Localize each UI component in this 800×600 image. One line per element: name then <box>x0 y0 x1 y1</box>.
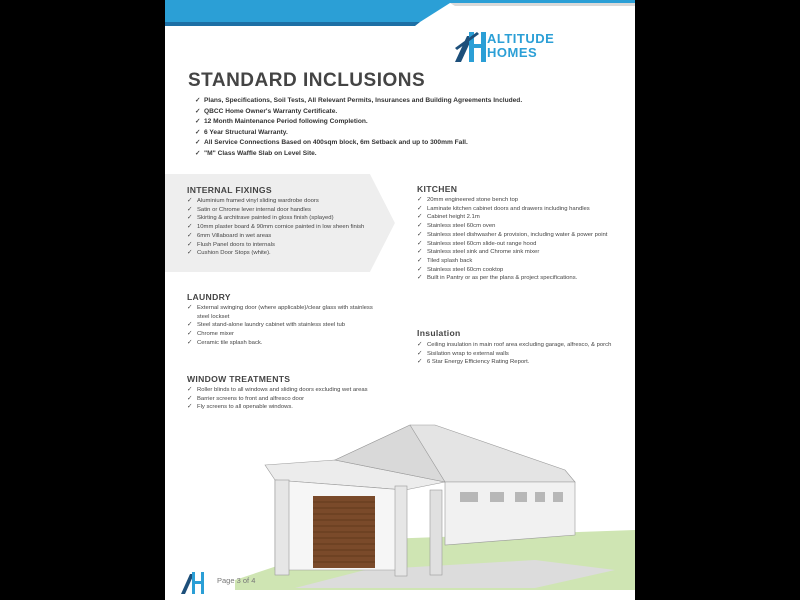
standard-inclusions-list <box>195 96 625 159</box>
window-treatments-heading: WINDOW TREATMENTS <box>187 374 291 384</box>
check-icon: ✓ <box>187 330 193 338</box>
list-item: ✓ All Service Connections Based on 400sqm block, 6m Setback and up to 300mm Fall. <box>195 138 625 149</box>
list-item: ✓ Plans, Specifications, Soil Tests, All Relevant Permits, Insurances and Building Agreements Included. <box>195 96 625 107</box>
window-treatments-list <box>187 386 412 412</box>
header-band <box>165 0 635 30</box>
check-icon: ✓ <box>417 230 423 238</box>
check-icon: ✓ <box>417 239 423 247</box>
list-item: ✓ 12 Month Maintenance Period following Completion. <box>195 117 625 128</box>
check-icon: ✓ <box>187 214 193 222</box>
check-icon: ✓ <box>195 139 201 146</box>
check-icon: ✓ <box>187 249 193 257</box>
list-item: ✓ External swinging door (where applicable)/clear glass with stainless steel lockset <box>187 304 373 320</box>
check-icon: ✓ <box>187 321 193 329</box>
list-item: ✓ Roller blinds to all windows and sliding doors excluding wet areas <box>187 386 368 393</box>
list-item: ✓ Skirting & architrave painted in gloss finish (splayed) <box>187 214 334 222</box>
brand-name-line1: ALTITUDE <box>487 31 555 46</box>
check-icon: ✓ <box>417 349 423 357</box>
list-item: ✓ Stainless steel 60cm oven <box>417 222 496 230</box>
brand-name-line2: HOMES <box>487 45 538 60</box>
list-item: ✓ Stainless steel sink and Chrome sink mixer <box>417 248 540 256</box>
list-item: ✓ Flush Panel doors to internals <box>187 240 275 248</box>
laundry-list <box>187 304 382 348</box>
kitchen-heading: KITCHEN <box>417 184 458 194</box>
kitchen-list <box>417 196 617 283</box>
list-item: ✓ Laminate kitchen cabinet doors and drawers including handles <box>417 204 590 212</box>
list-item: ✓ Stainless steel dishwasher & provision, including water & power point <box>417 230 608 238</box>
list-item: ✓ 6 Year Structural Warranty. <box>195 128 625 139</box>
footer-logo-icon <box>181 570 207 594</box>
check-icon: ✓ <box>187 403 193 411</box>
check-icon: ✓ <box>417 256 423 264</box>
list-item: ✓ Built in Pantry or as per the plans & project specifications. <box>417 274 578 282</box>
page-title: STANDARD INCLUSIONS <box>188 70 426 91</box>
check-icon: ✓ <box>187 231 193 239</box>
list-item: ✓ Cabinet height 2.1m <box>417 213 480 221</box>
list-item: ✓ Stainless steel 60cm cooktop <box>417 265 504 273</box>
check-icon: ✓ <box>187 304 193 311</box>
list-item: ✓ 6 Star Energy Efficiency Rating Report. <box>417 358 530 366</box>
house-illustration <box>235 420 635 590</box>
check-icon: ✓ <box>187 223 193 231</box>
list-item: ✓ Barrier screens to front and alfresco door <box>187 394 305 402</box>
check-icon: ✓ <box>187 205 193 213</box>
check-icon: ✓ <box>417 358 423 366</box>
list-item: ✓ "M" Class Waffle Slab on Level Site. <box>195 149 625 160</box>
list-item: ✓ Sisilation wrap to external walls <box>417 349 509 357</box>
list-item: ✓ Stainless steel 60cm slide-out range hood <box>417 239 537 247</box>
list-item: ✓ Cushion Door Stops (white). <box>187 249 271 257</box>
list-item: ✓ Fly screens to all openable windows. <box>187 403 293 411</box>
list-item: ✓ QBCC Home Owner's Warranty Certificate. <box>195 107 625 118</box>
internal-fixings-heading: INTERNAL FIXINGS <box>187 185 272 195</box>
check-icon: ✓ <box>195 107 201 115</box>
brochure-page <box>165 0 635 600</box>
insulation-heading: Insulation <box>417 328 461 338</box>
insulation-list <box>417 341 617 367</box>
check-icon: ✓ <box>195 149 201 157</box>
check-icon: ✓ <box>417 204 423 212</box>
check-icon: ✓ <box>195 118 201 125</box>
list-item: ✓ 6mm Villaboard in wet areas <box>187 231 272 239</box>
list-item: ✓ Aluminium framed vinyl sliding wardrobe doors <box>187 197 319 204</box>
check-icon: ✓ <box>417 196 423 203</box>
check-icon: ✓ <box>187 240 193 248</box>
list-item: ✓ Satin or Chrome lever internal door handles <box>187 205 311 213</box>
check-icon: ✓ <box>417 248 423 256</box>
list-item: ✓ 10mm plaster board & 90mm cornice painted in low sheen finish <box>187 223 365 231</box>
check-icon: ✓ <box>187 386 193 393</box>
check-icon: ✓ <box>417 213 423 221</box>
list-item: ✓ Steel stand-alone laundry cabinet with stainless steel tub <box>187 321 346 329</box>
check-icon: ✓ <box>187 338 193 346</box>
check-icon: ✓ <box>417 274 423 282</box>
internal-fixings-list <box>187 197 387 258</box>
page-number: Page 3 of 4 <box>217 576 256 585</box>
check-icon: ✓ <box>417 341 423 348</box>
list-item: ✓ Chrome mixer <box>187 330 234 338</box>
list-item: ✓ Ceiling insulation in main roof area excluding garage, alfresco, & porch <box>417 341 612 348</box>
list-item: ✓ 20mm engineered stone bench top <box>417 196 519 203</box>
laundry-heading: LAUNDRY <box>187 292 231 302</box>
check-icon: ✓ <box>417 222 423 230</box>
list-item: ✓ Ceramic tile splash back. <box>187 338 263 346</box>
check-icon: ✓ <box>195 97 201 104</box>
check-icon: ✓ <box>195 128 201 136</box>
list-item: ✓ Tiled splash back <box>417 256 473 264</box>
check-icon: ✓ <box>417 265 423 273</box>
check-icon: ✓ <box>187 197 193 204</box>
check-icon: ✓ <box>187 394 193 402</box>
